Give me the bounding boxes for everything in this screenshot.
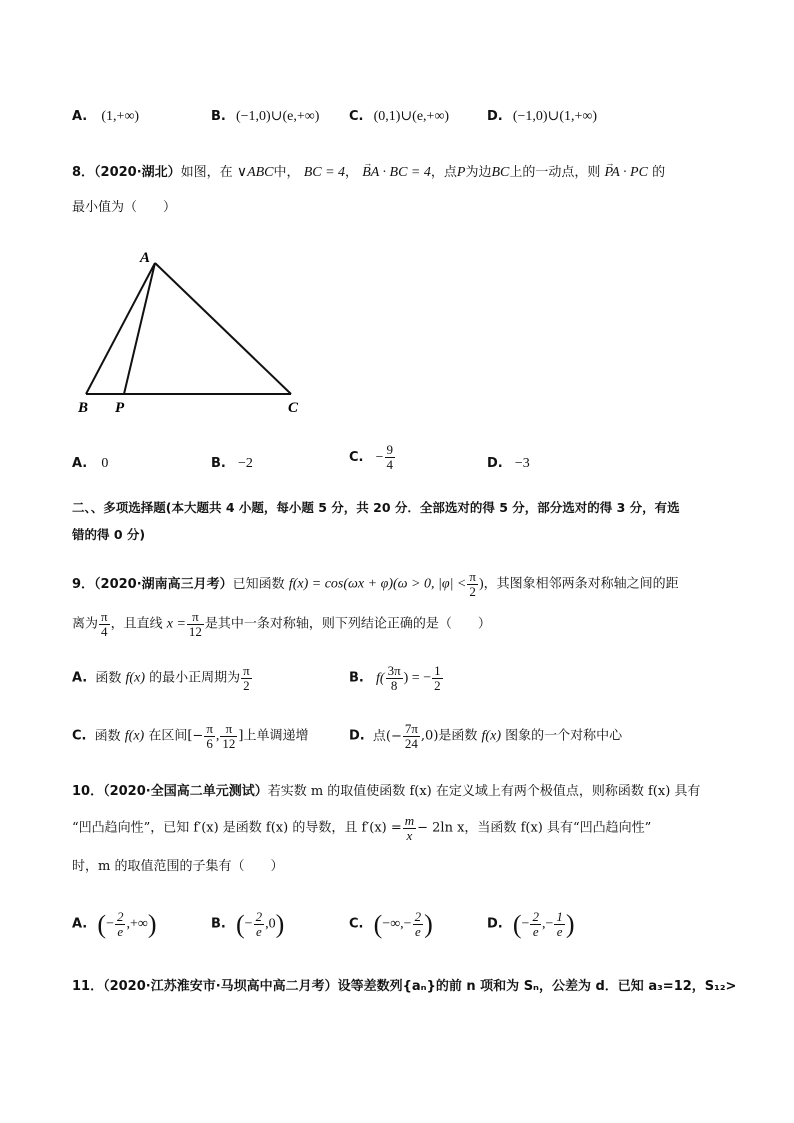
q8-option-c: C. − $\frac{9}{4}$ (349, 442, 394, 472)
point-label-p: P (115, 400, 125, 416)
vertex-label-a: A (140, 250, 151, 266)
q9-option-b: B. f( $\frac{3\pi}{8}$ ) = − $\frac{1}{2}$ (349, 663, 441, 693)
q8-stem-line1: 8．（2020·湖北）如图，在 ∨ABC中， BC = 4， → BA · BC = 4，点P为边BC上的一动点，则 → PA · PC 的 (72, 164, 665, 182)
fraction: $\frac{\pi}{2}$ (243, 663, 250, 693)
q9-stem-line1: 9．（2020·湖南高三月考）已知函数 f(x) = cos(ωx + φ)(ω > 0, |φ| < $\frac{\pi}{2}$ )，其图象相邻两条对称轴之间的距 (72, 569, 679, 599)
fraction: $\frac{2}{e}$ (414, 909, 422, 939)
fraction: $\frac{1}{e}$ (556, 909, 563, 939)
fraction: $\frac{9}{4}$ (386, 442, 394, 472)
section2-heading-line2: 错的得 0 分) (72, 527, 146, 542)
q10-option-a: A. (− $\frac{2}{e}$ ,+∞) (72, 909, 157, 939)
side-ac (155, 263, 291, 394)
q7-option-a: A. (1,+∞) (72, 109, 140, 124)
fraction: $\frac{\pi}{4}$ (101, 609, 108, 639)
q9-stem-line2: 离为 $\frac{\pi}{4}$ ，且直线 x = $\frac{\pi}{12}$ 是其中一条对称轴，则下列结论正确的是（ ） (72, 609, 491, 639)
q10-option-d: D. (− $\frac{2}{e}$ ,− $\frac{1}{e}$ ) (487, 909, 575, 939)
q8-option-d: D. −3 (487, 456, 530, 471)
fraction: $\frac{m}{x}$ (404, 813, 415, 843)
q8-stem-line2: 最小值为（ ） (72, 200, 177, 215)
vertex-label-b: B (78, 400, 89, 416)
q10-option-b: B. (− $\frac{2}{e}$ ,0) (211, 909, 285, 939)
fraction: $\frac{3\pi}{8}$ (387, 663, 401, 693)
fraction: $\frac{7\pi}{24}$ (404, 721, 418, 751)
fraction: $\frac{\pi}{6}$ (206, 721, 213, 751)
q7-option-b: B. (−1,0)∪(e,+∞) (211, 109, 320, 124)
q9-option-a: A. 函数 f(x) 的最小正周期为 $\frac{\pi}{2}$ (72, 663, 250, 693)
q7-option-c: C. (0,1)∪(e,+∞) (349, 109, 450, 124)
fraction: $\frac{2}{e}$ (116, 909, 124, 939)
q7-option-d: D. (−1,0)∪(1,+∞) (487, 109, 598, 124)
q9-option-d: D. 点(− $\frac{7\pi}{24}$ ,0)是函数 f(x) 图象的一个对称中心 (349, 721, 623, 751)
segment-ap (124, 263, 155, 394)
q8-triangle-figure (72, 248, 312, 418)
vertex-label-c: C (288, 400, 299, 416)
q8-option-a: A. 0 (72, 456, 109, 471)
q10-option-c: C. (−∞,− $\frac{2}{e}$ ) (349, 909, 433, 939)
q9-option-c: C. 函数 f(x) 在区间[− $\frac{\pi}{6}$ , $\frac{\pi}{12}$ ]上单调递增 (72, 721, 309, 751)
q10-stem-line3: 时，m 的取值范围的子集有（ ） (72, 859, 284, 874)
q11-stem-line1: 11．（2020·江苏淮安市·马坝高中高二月考）设等差数列{aₙ}的前 n 项和为 Sₙ，公差为 d．已知 a₃=12，S₁₂> (72, 979, 737, 994)
q10-stem-line1: 10．（2020·全国高二单元测试）若实数 m 的取值使函数 f(x) 在定义域上有两个极值点，则称函数 f(x) 具有 (72, 784, 701, 799)
q10-stem-line2: “凹凸趋向性”，已知 f′(x) 是函数 f(x) 的导数，且 f′(x) = $\frac{m}{x}$ − 2ln x，当函数 f(x) 具有“凹凸趋向性” (72, 813, 652, 843)
side-ab (86, 263, 155, 394)
fraction: $\frac{\pi}{12}$ (188, 609, 202, 639)
q8-option-b: B. −2 (211, 456, 253, 471)
fraction: $\frac{2}{e}$ (255, 909, 263, 939)
fraction: $\frac{2}{e}$ (532, 909, 539, 939)
section2-heading-line1: 二、、多项选择题(本大题共 4 小题，每小题 5 分，共 20 分．全部选对的得 5 分，部分选对的得 3 分，有选 (72, 500, 680, 515)
fraction: $\frac{\pi}{12}$ (222, 721, 236, 751)
fraction: $\frac{\pi}{2}$ (469, 569, 476, 599)
fraction: $\frac{1}{2}$ (434, 663, 441, 693)
